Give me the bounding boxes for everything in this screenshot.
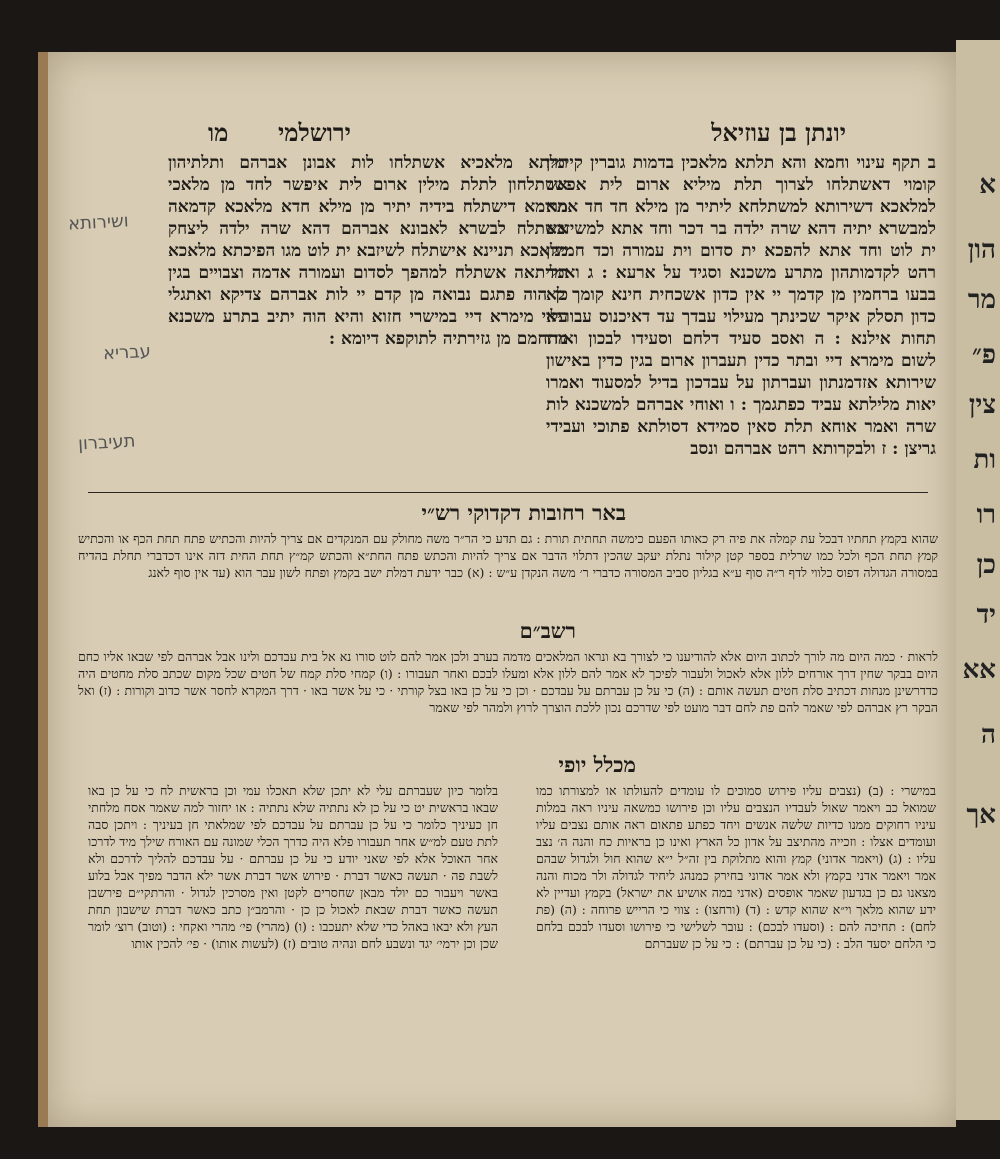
adjacent-page-edge [956, 40, 1000, 1120]
section-text-michlal-yofi-left: בלומר כיון שעברתם עלי לא יתכן שלא תאכלו עמי וכן בראשית לח כי על כן באו שבאו בראשית יט כי על כן לא נתתיה שלא נתתיה : או יחזור למה שאמר אסח מלחתי חן כעיניך כלומר כי על כן עברתם על עבדכם לפי שמלאתי חן בעיניך : ויתכן סבה לתת טעם למ״ש אחר תעבורו פלא היה כדרך הכלי שמונה עם האורח שילך מיד לדרכו אחר האוכל אלא לפי שאני יודע כי על כן עברתם · על עבדכם להליך לדרכם ולא לשבת פה · תעשה כאשר דברת · פירוש אשר דברת אשר ילא הדבר מפיך אבל בלוע באשר ויעבור כם יולד מבאן שחסרים לקטן ואין מסרכין לגדול · והרתקי״ם פירשבן תעשה כאשר דברת שבאת לאכול כן כן · והרמב״ן כתב כאשר דברת שישבון תחת העץ ולא יבאו באהל כדי שלא יתעכבו : (ו) (מהרי) פי׳ מהרי ואקחי : (וטוב) רוצ׳ לומר שכן וכן ירמי׳ יגד ונשבע לחם ונהיה טובים (ז) (לעשות אותו) · פי׳ להכין אותו [88, 783, 498, 951]
margin-note-1: ושירותא [67, 210, 130, 235]
next-page-glyph: הון [967, 235, 996, 265]
next-page-glyph: א [979, 170, 996, 200]
margin-note-3: תעיברון [77, 430, 137, 455]
section-title-beer-rechovot: באר רחובות דקדוקי רש״י [421, 500, 626, 525]
targum-jonathan-column: ב תקף עינוי וחמא והא תלתא מלאכין בדמות גוברין קיימין קומוי דאשתלחו לצרוך תלת מיליא ארום לית אפשר למלאכא דשירותא למשתלחא ליתיר מן מילא חד חד אתא למבשרא יתיה דהא שרה ילדה בר דכר וחד אתא למשיזבא ית לוט וחד אתא להפכא ית סדום וית עמורה וכד חמינון רהט לקדמותהון מתרע משכנא וסגיד על ארעא : ג ואמר בבעו ברחמין מן קדמך יי אין כדון אשכחית חינא קומך לא כדון תסלק איקר שכינתך מעילוי עבדך עד דאיכנוס עבוריא תחות אילנא : ה ואסב סעיד דלחם וסעידו לבכון ואודו לשום מימרא דיי ובתר כדין תעברון ארום בגין כדין באישון שירותא אזדמנתון ועברתון על עבדכון בדיל למסעוד ואמרו יאות מלילתא עביד כפתגמך : ו ואוחי אברהם למשכנא לות שרה ואמר אוחא תלת סאין סמידא דסולתא פתוכי ועבידי גריצן : ז ולבקרותא רהט אברהם ונסב [546, 153, 936, 459]
next-page-glyph: צין [968, 390, 996, 420]
targum-yerushalmi-column: תלתא מלאכיא אשתלחו לות אבונן אברהם ותלתיהון אשתלחון לתלת מילין ארום לית איפשר לחד מן מלאכי מרומא דישתלח בידיה יתיר מן מילא חדא מלאכא קדמאה אשתלח לבשרא לאבונא אברהם דהא שרה ילדה ליצחק מלאכא תניינא אישתלח לשיזבא ית לוט מגו הפיכתא מלאכא תליתאה אשתלח למהפך לסדום ועמורה אדמה וצבויים בגין כן הוה פתגם נבואה מן קדם יי לות אברהם צדיקא ואתגלי עלוי מימרא דיי במישרי חזוא והיא הוה יתיב בתרע משכנא מתחמם מן גזירתיה לתוקפא דיומא : [168, 153, 568, 349]
next-page-glyph: ה [981, 720, 996, 750]
header-left-title: ירושלמי [278, 118, 351, 147]
next-page-glyph: פ״ [971, 340, 996, 370]
section-title-michlal-yofi: מכלל יופי [558, 752, 636, 777]
margin-note-2: עבריא [102, 340, 152, 365]
next-page-glyph: יד [976, 600, 996, 630]
next-page-glyph: אך [966, 800, 996, 830]
header-page-number: מו [208, 118, 229, 147]
next-page-glyph: רו [976, 500, 996, 530]
section-text-rashbam: לראות · כמה היום מה לורך לכתוב היום אלא להודיענו כי לצורך בא ונראו המלאכים מדמה בערב ולכן אמר להם לוט סורו נא אל בית עבדכם ולינו אבל אברהם לפי שבאו אליו כחם היום בבקר שחין דרך אורחים ללון אלא לאכול ולעבור לפיכך לא אמר להם ללון אלא ומעלו לבכם ואחר תעבורו : (ו) קמחי סלת קמח של חטים שכל מקום שכתב סלת מחטים היה כדדרשינן מנחות דכתיב סלת חטים תעשה אותם : (ה) כי על כן עברתם על עבדכם · וכן כי על כן באו בצל קורתי · כי על אשר באו · דרך המקרא לחסר אשר כדוב וקורות : (ז) ואל הבקר רץ אברהם לפי שאמר להם פת לחם דבר מועט לפי שדרכם נכון ללכת הוצרך לרוץ ולמהר לפי שאמר [78, 649, 938, 715]
section-text-michlal-yofi-right: במישרי : (ב) (נצבים עליו פירוש סמוכים לו עומדים להעולתו או למצורתו כמו שמואל כב ויאמר שאול לעבדיו הנצבים עליו וכן פירושו כמשאה עיניו ראה במלות עיניו רחוקים ממנו כדיות שלשה אנשים ויחד כפתע פתאום ראה אותם נצבים עליו ועומדים אצלו : וזכייה מהתיצב על אדון כל הארץ ואינו כן בראיות כח והנה ה׳ נצב עליו : (ג) (ויאמר אדוני) קמץ והוא מתלוקת בין זה״ל י״א שהוא חול ולגדול שבהם אמר ויאמר אדני בקמץ ולא אמר אדוני בחירק כמנהג ליחיד לגדולה ולר מכוח והנה מצאנו גם כן בגדעון שאמר אופסים (אדני במה אושיע את ישראל) בקמץ ועדיין לא ידע שהוא מלאך וי״א שהוא קדש : (ד) (ורחצו) : צווי כי הרייש פרוחה : (ה) (פת לחם) : תחיכה להם : (וסעדו לבכם) : עובר לשלישי כי פירושו וסעדו לבכם בלחם כי הלחם יסעד הלב : (כי על כן עברתם) : כי על כן שעברתם [536, 783, 936, 951]
next-page-glyph: מר [967, 285, 996, 315]
next-page-glyph: ות [973, 445, 996, 475]
book-page [38, 52, 956, 1127]
next-page-glyph: כן [976, 550, 996, 580]
header-right-title: יונתן בן עוזיאל [711, 118, 846, 147]
section-text-beer-rechovot: שהוא בקמץ תחתיו דבכל עת קמלה את פיה רק כאותו הפעם כימשה תחתית תורת : גם תדע כי הר״ר משה מחולק עם המנקדים אם צריך להיות והכתיש פתח תחת הכף או והכתיש קמץ תחת הכף ולכל כמו שרלית בספר קטן קילור נתלת יעקב שהכין דתלוי הדבר אם צריך להיות והכתש פתח החת״א והכתש קמ״ץ תחת החית דזה אינו דכדברי תחלת בהדיח במסורה הגדולה דפוס כלווי לדף ר״ה סוף ע״א בגליון סביב המסורה כדברי ר׳ משה הנקדן ע״ש : (א) כבר ידעת דמלת ישב בקמץ ופתח לשון עבר הוא (עד אין סוף לאנג [78, 531, 938, 580]
divider-1 [88, 492, 928, 493]
section-title-rashbam: רשב״ם [519, 618, 576, 643]
next-page-glyph: אא [962, 655, 996, 685]
